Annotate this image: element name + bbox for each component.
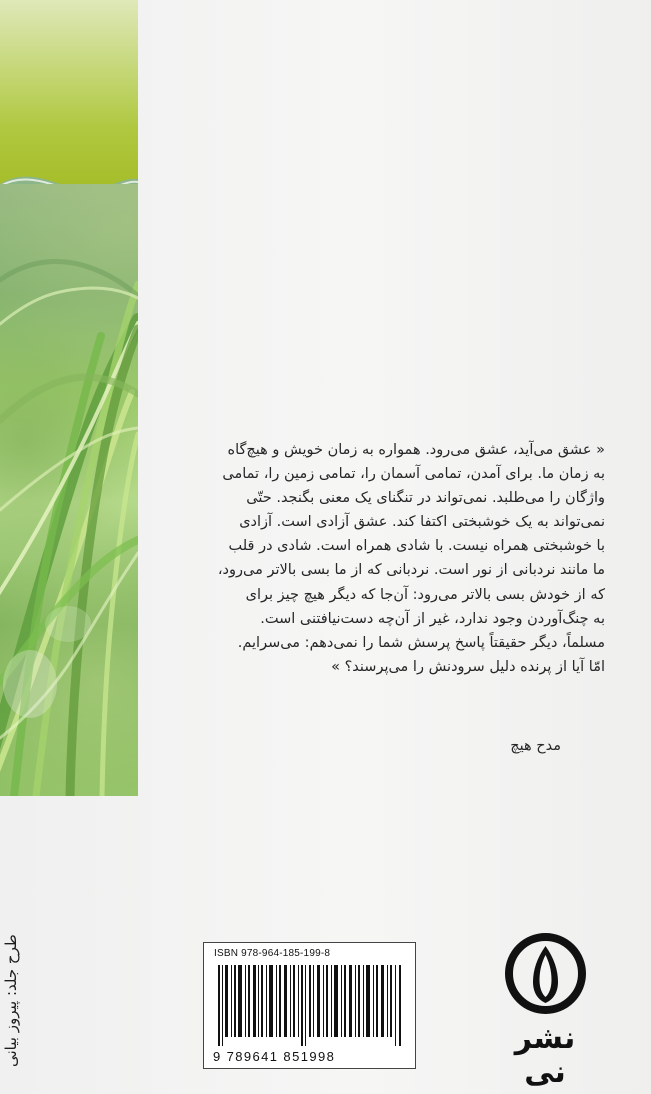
back-cover-quote [181,438,605,679]
quote-line: به زمان ما. برای آمدن، تمامی آسمان را، تمامی زمین را، تمامی [222,466,605,483]
publisher-emblem-icon [499,927,592,1020]
quote-line: به چنگ‌آوردن وجود ندارد، غیر از آن‌چه دست‌نیافتنی است. [260,610,605,627]
quote-line: مسلماً، دیگر حقیقتاً پاسخ پرسش شما را نمی‌دهم: می‌سرایم. [237,634,605,651]
quote-attribution: مدح هیچ [510,738,561,754]
cover-photo-strip [0,0,138,796]
quote-line: واژگان را می‌طلبد. نمی‌تواند در تنگنای یک معنی بگنجد. حتّی [246,490,605,507]
quote-line: امّا آیا از پرنده دلیل سرودنش را می‌پرسند؟ » [331,658,605,675]
green-gradient-band [0,0,138,184]
isbn-number: ISBN 978-964-185-199-8 [214,948,331,959]
quote-line: ما مانند نردبانی از نور است. نردبانی که از ما بسی بالاتر می‌رود، [217,562,605,579]
barcode-icon [218,965,404,1046]
grass-photo [0,184,138,796]
isbn-barcode-box [203,942,416,1069]
quote-line: « عشق می‌آید، عشق می‌رود. همواره به زمان خویش و هیچ‌گاه [227,442,605,458]
barcode-number: 9 789641 851998 [213,1049,336,1064]
quote-line: با خوشبختی همراه نیست. با شادی همراه است. شادی در قلب [228,538,605,555]
cover-designer-credit: طرح جلد: پیروز بیانی [2,934,20,1067]
quote-line: که از خودش بسی بالاتر می‌رود: آن‌جا که دیگر هیچ چیز برای [245,586,605,603]
quote-line: نمی‌تواند به یک خوشبختی اکتفا کند. عشق آزادی است. آزادی [239,514,605,531]
publisher-name: نشر نی [514,1021,576,1090]
